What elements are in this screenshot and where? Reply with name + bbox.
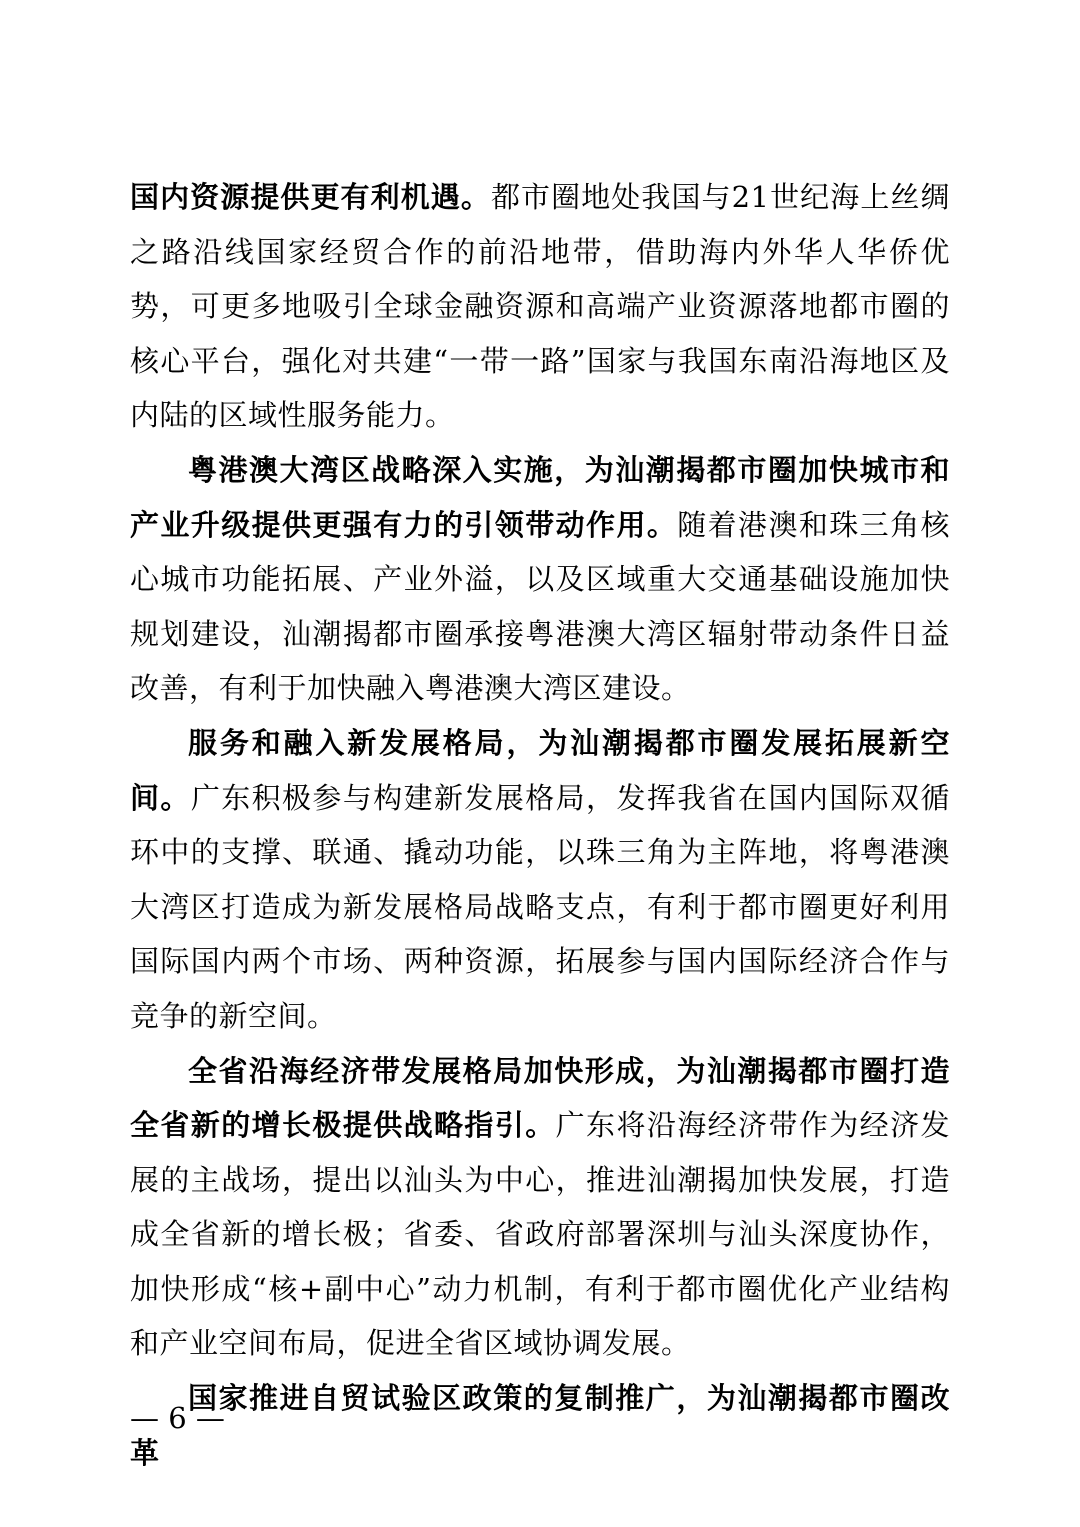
paragraph-4 (130, 1044, 950, 1372)
paragraph-3 (130, 716, 950, 1044)
paragraph-3-heading: 服务和融入新发展格局，为汕潮揭都市圈发展拓展新空间。 (130, 725, 950, 815)
paragraph-2-heading: 粤港澳大湾区战略深入实施，为汕潮揭都市圈加快城市和产业升级提供更强有力的引领带动作用。 (130, 452, 950, 542)
paragraph-4-text: 广东将沿海经济带作为经济发展的主战场，提出以汕头为中心，推进汕潮揭加快发展，打造成全省新的增长极；省委、省政府部署深圳与汕头深度协作，加快形成“核+副中心”动力机制，有利于都市圈优化产业结构和产业空间布局，促进全省区域协调发展。 (130, 1108, 950, 1361)
paragraph-1-text: 都市圈地处我国与21世纪海上丝绸之路沿线国家经贸合作的前沿地带，借助海内外华人华侨优势，可更多地吸引全球金融资源和高端产业资源落地都市圈的核心平台，强化对共建“一带一路”国家与我国东南沿海地区及内陆的区域性服务能力。 (130, 180, 950, 433)
paragraph-5-heading: 国家推进自贸试验区政策的复制推广，为汕潮揭都市圈改革 (130, 1381, 950, 1470)
paragraph-5 (130, 1371, 950, 1480)
paragraph-1 (130, 170, 950, 443)
paragraph-4-heading: 全省沿海经济带发展格局加快形成，为汕潮揭都市圈打造全省新的增长极提供战略指引。 (130, 1053, 950, 1143)
paragraph-3-text: 广东积极参与构建新发展格局，发挥我省在国内国际双循环中的支撑、联通、撬动功能，以珠三角为主阵地，将粤港澳大湾区打造成为新发展格局战略支点，有利于都市圈更好利用国际国内两个市场、两种资源，拓展参与国内国际经济合作与竞争的新空间。 (130, 780, 950, 1033)
paragraph-2 (130, 443, 950, 716)
paragraph-2-text: 随着港澳和珠三角核心城市功能拓展、产业外溢，以及区域重大交通基础设施加快规划建设，汕潮揭都市圈承接粤港澳大湾区辐射带动条件日益改善，有利于加快融入粤港澳大湾区建设。 (130, 507, 950, 706)
document-body (130, 170, 950, 1480)
page-number: — 6 — (130, 1401, 225, 1435)
paragraph-1-heading: 国内资源提供更有利机遇。 (130, 180, 491, 214)
